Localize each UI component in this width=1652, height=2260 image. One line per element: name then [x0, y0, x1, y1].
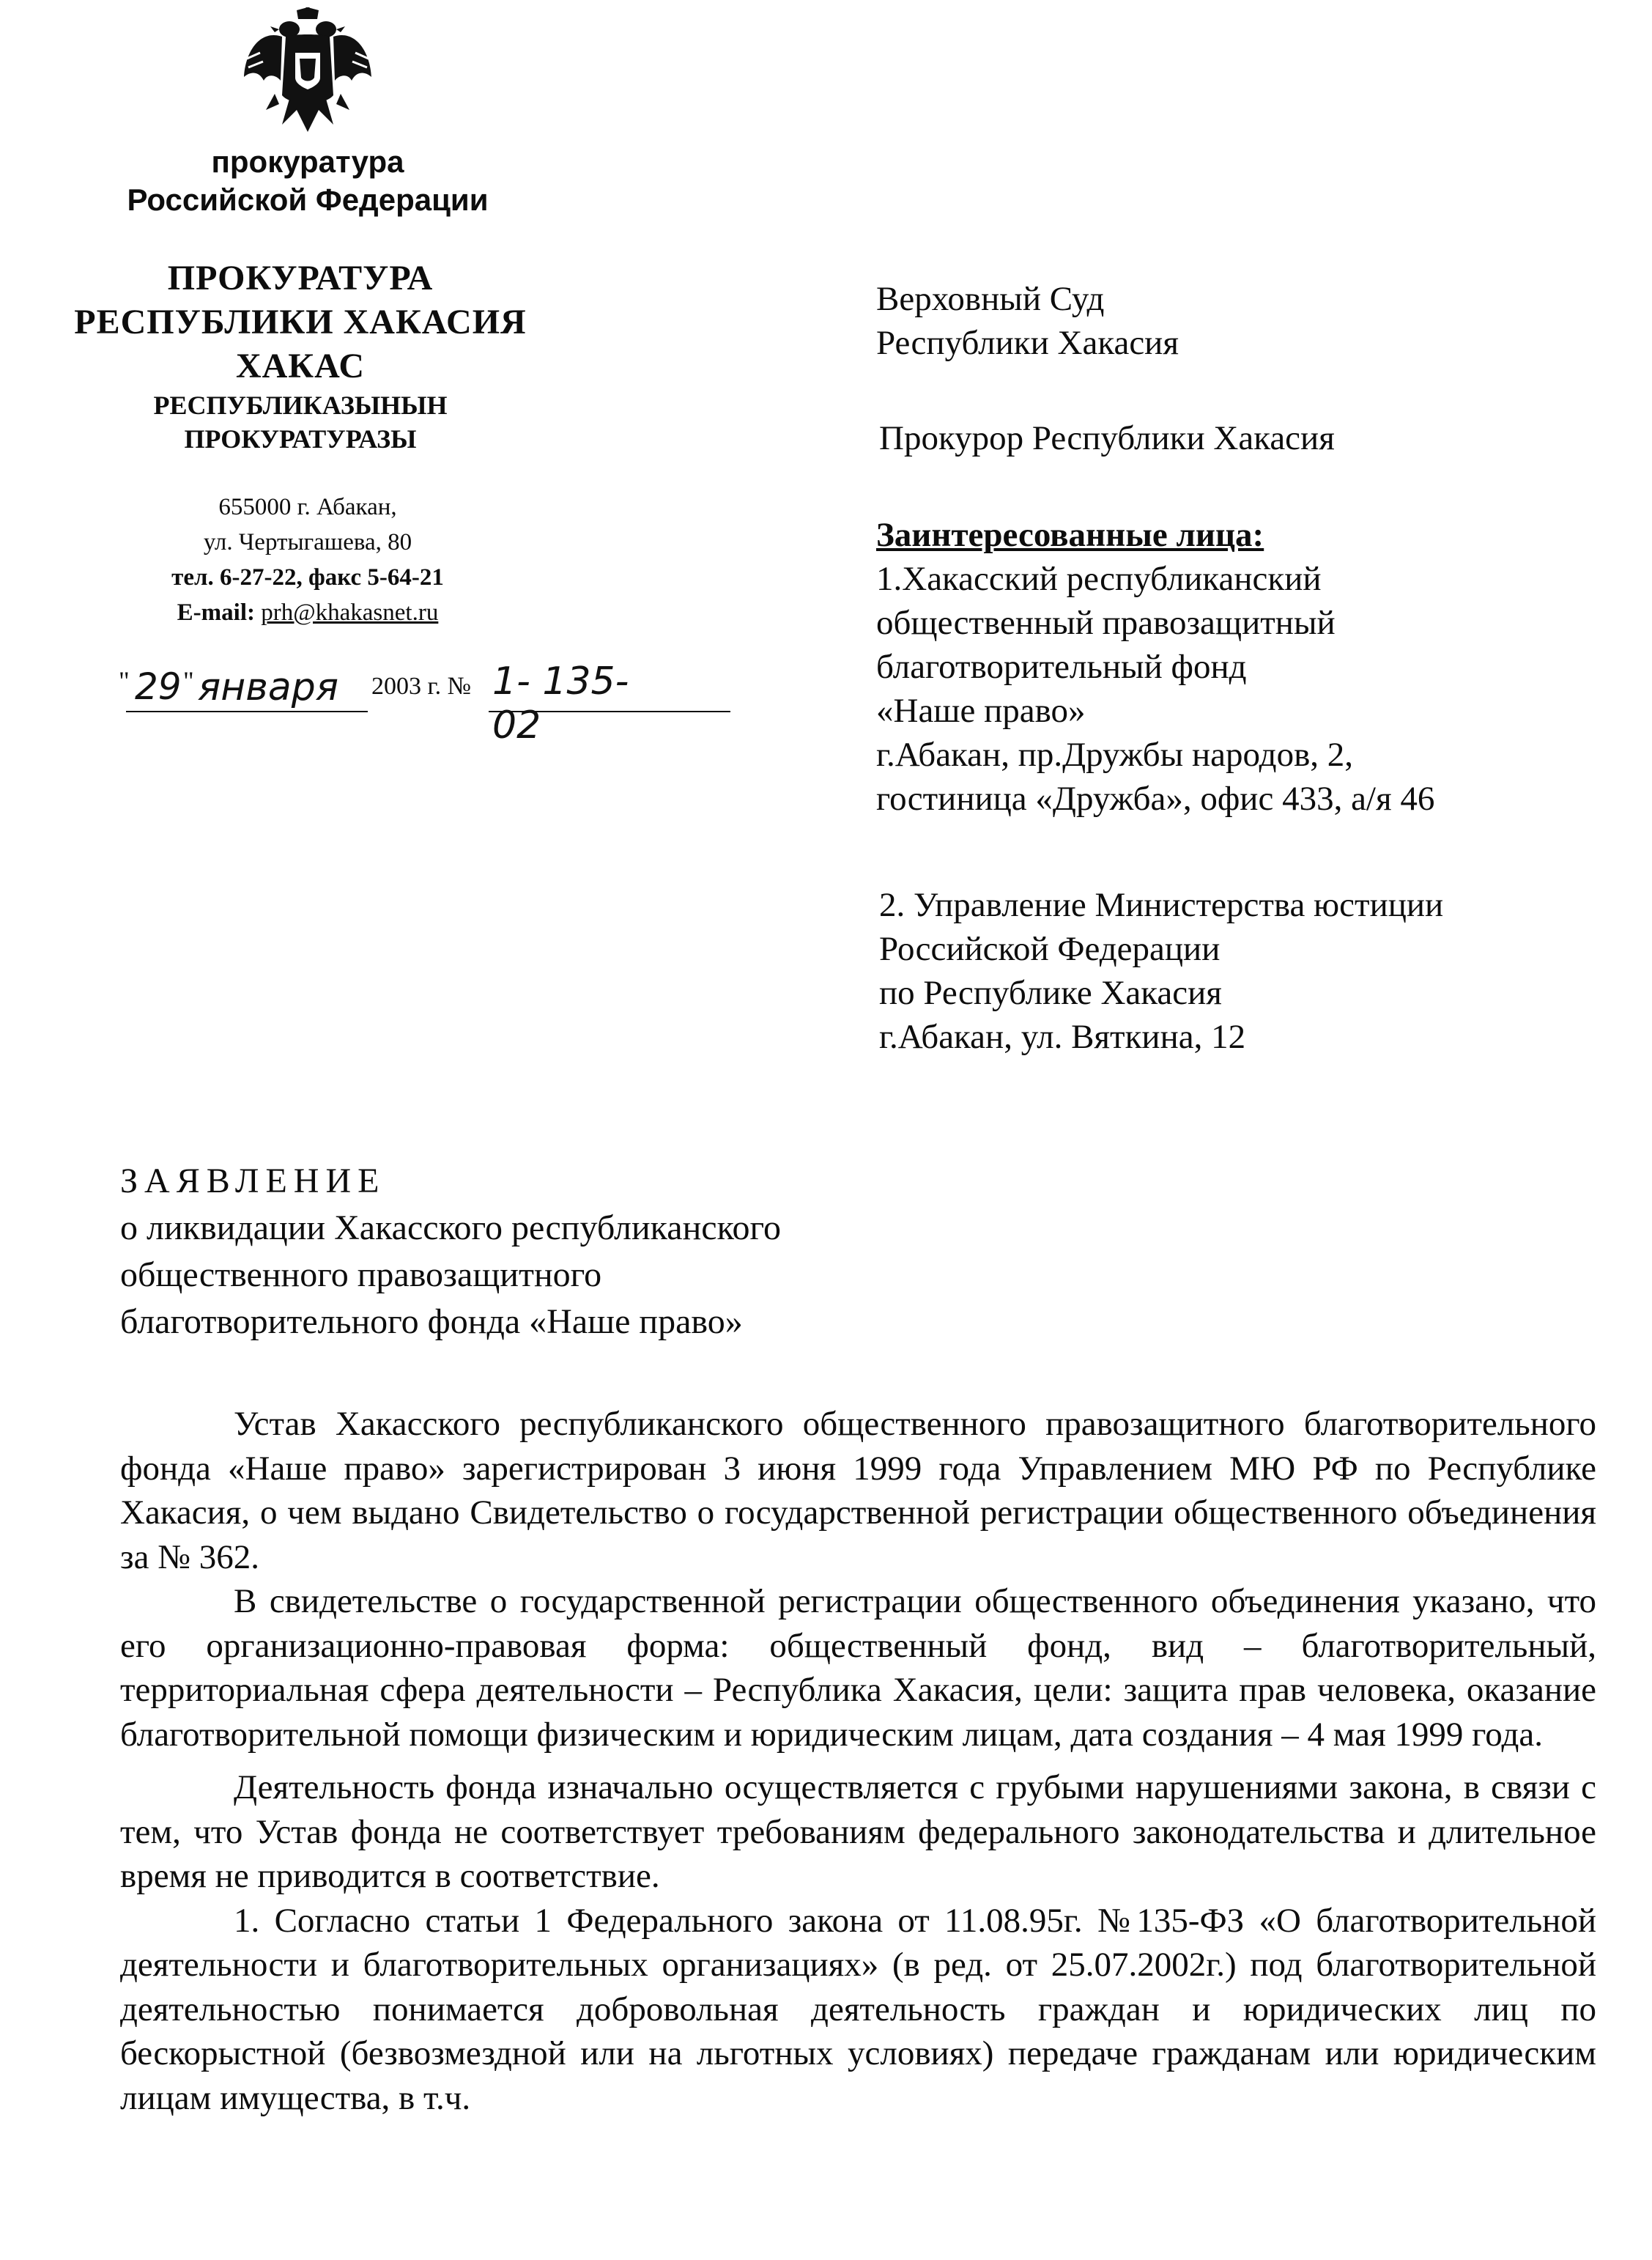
interested-party-2: [879, 883, 1443, 1059]
body-paragraph-4: 1. Согласно статьи 1 Федерального закона от 11.08.95г. №135-ФЗ «О благотворительной деятельности и благотворительных организациях» (в ред. от 25.07.2002г.) под благотворительной деятельностью понимается добровольная деятельность граждан и юридических лиц по бескорыстной (безвозмездной или на льготных условиях) передаче гражданам или юридическим лицам имущества, в т.ч.: [120, 1901, 1596, 2117]
title-heading: ЗАЯВЛЕНИЕ: [120, 1162, 386, 1200]
party1-line: гостиница «Дружба», офис 433, а/я 46: [876, 780, 1435, 818]
org-name-line: ПРОКУРАТУРАЗЫ: [184, 424, 417, 454]
date-underline: [126, 711, 368, 712]
org-name-line: Российской Федерации: [127, 182, 489, 217]
document-body: [120, 1402, 1596, 2120]
court-addressee: [876, 277, 1179, 365]
year-number-label: 2003 г. №: [371, 673, 472, 700]
applicant: [879, 416, 1335, 460]
body-paragraph-2: В свидетельстве о государственной регистрации общественного объединения указано, что его организационно-правовая форма: общественный фонд, вид – благотворительный, территориальная сфера деятельности – Республика Хакасия, цели: защита прав человека, оказание благотворительной помощи физическим и юридическим лицам, дата создания – 4 мая 1999 года.: [120, 1582, 1596, 1754]
org-name-line: прокуратура: [211, 144, 404, 179]
phone-fax: тел. 6-27-22, факс 5-64-21: [171, 564, 444, 591]
document-date-number: [119, 660, 631, 755]
party2-line: Российской Федерации: [879, 930, 1221, 968]
address-line: 655000 г. Абакан,: [218, 494, 397, 520]
title-line: благотворительного фонда «Наше право»: [120, 1302, 743, 1341]
coat-of-arms-emblem: [238, 7, 377, 136]
interested-parties-header: Заинтересованные лица:: [876, 516, 1264, 554]
org-address: [81, 490, 535, 630]
handwritten-month: января: [198, 665, 339, 709]
title-line: общественного правозащитного: [120, 1255, 602, 1294]
org-name-russian: [81, 143, 535, 219]
body-paragraph-1: Устав Хакасского республиканского общественного правозащитного благотворительного фонда «Наше право» зарегистрирован 3 июня 1999 года Управлением МЮ РФ по Республике Хакасия, о чем выдано Свидетельство о государственной регистрации общественного объединения за № 362.: [120, 1405, 1596, 1576]
handwritten-day: 29: [135, 665, 182, 708]
handwritten-number: 1- 135- 02: [492, 660, 629, 747]
body-paragraph-3: Деятельность фонда изначально осуществляется с грубыми нарушениями закона, в связи с тем, что Устав фонда не соответствует требованиям федерального законодательства и длительное время не приводится в соответствие.: [120, 1768, 1596, 1895]
address-line: ул. Чертыгашева, 80: [203, 529, 412, 555]
org-name-khakassia: [44, 256, 557, 456]
document-title: [120, 1158, 781, 1345]
party1-line: 1.Хакасский республиканский: [876, 560, 1322, 598]
org-name-line: РЕСПУБЛИКАЗЫНЫН: [153, 391, 448, 420]
quote-mark: ": [183, 666, 194, 695]
party2-line: по Республике Хакасия: [879, 974, 1222, 1012]
interested-parties: [876, 513, 1434, 821]
party2-line: г.Абакан, ул. Вяткина, 12: [879, 1018, 1246, 1056]
applicant-line: Прокурор Республики Хакасия: [879, 419, 1335, 457]
party1-line: г.Абакан, пр.Дружбы народов, 2,: [876, 736, 1354, 774]
party1-line: «Наше право»: [876, 692, 1086, 730]
court-line: Республики Хакасия: [876, 324, 1179, 362]
quote-mark: ": [119, 666, 130, 695]
party2-line: 2. Управление Министерства юстиции: [879, 886, 1444, 924]
court-line: Верховный Суд: [876, 280, 1105, 318]
email-label: E-mail:: [177, 599, 255, 626]
party1-line: благотворительный фонд: [876, 648, 1247, 686]
org-name-line: ПРОКУРАТУРА: [167, 259, 434, 298]
email-link[interactable]: prh@khakasnet.ru: [261, 599, 439, 626]
org-name-line: ХАКАС: [235, 347, 366, 385]
title-line: о ликвидации Хакасского республиканского: [120, 1208, 781, 1247]
number-underline: [489, 711, 730, 712]
org-name-line: РЕСПУБЛИКИ ХАКАСИЯ: [74, 303, 527, 341]
party1-line: общественный правозащитный: [876, 604, 1336, 642]
